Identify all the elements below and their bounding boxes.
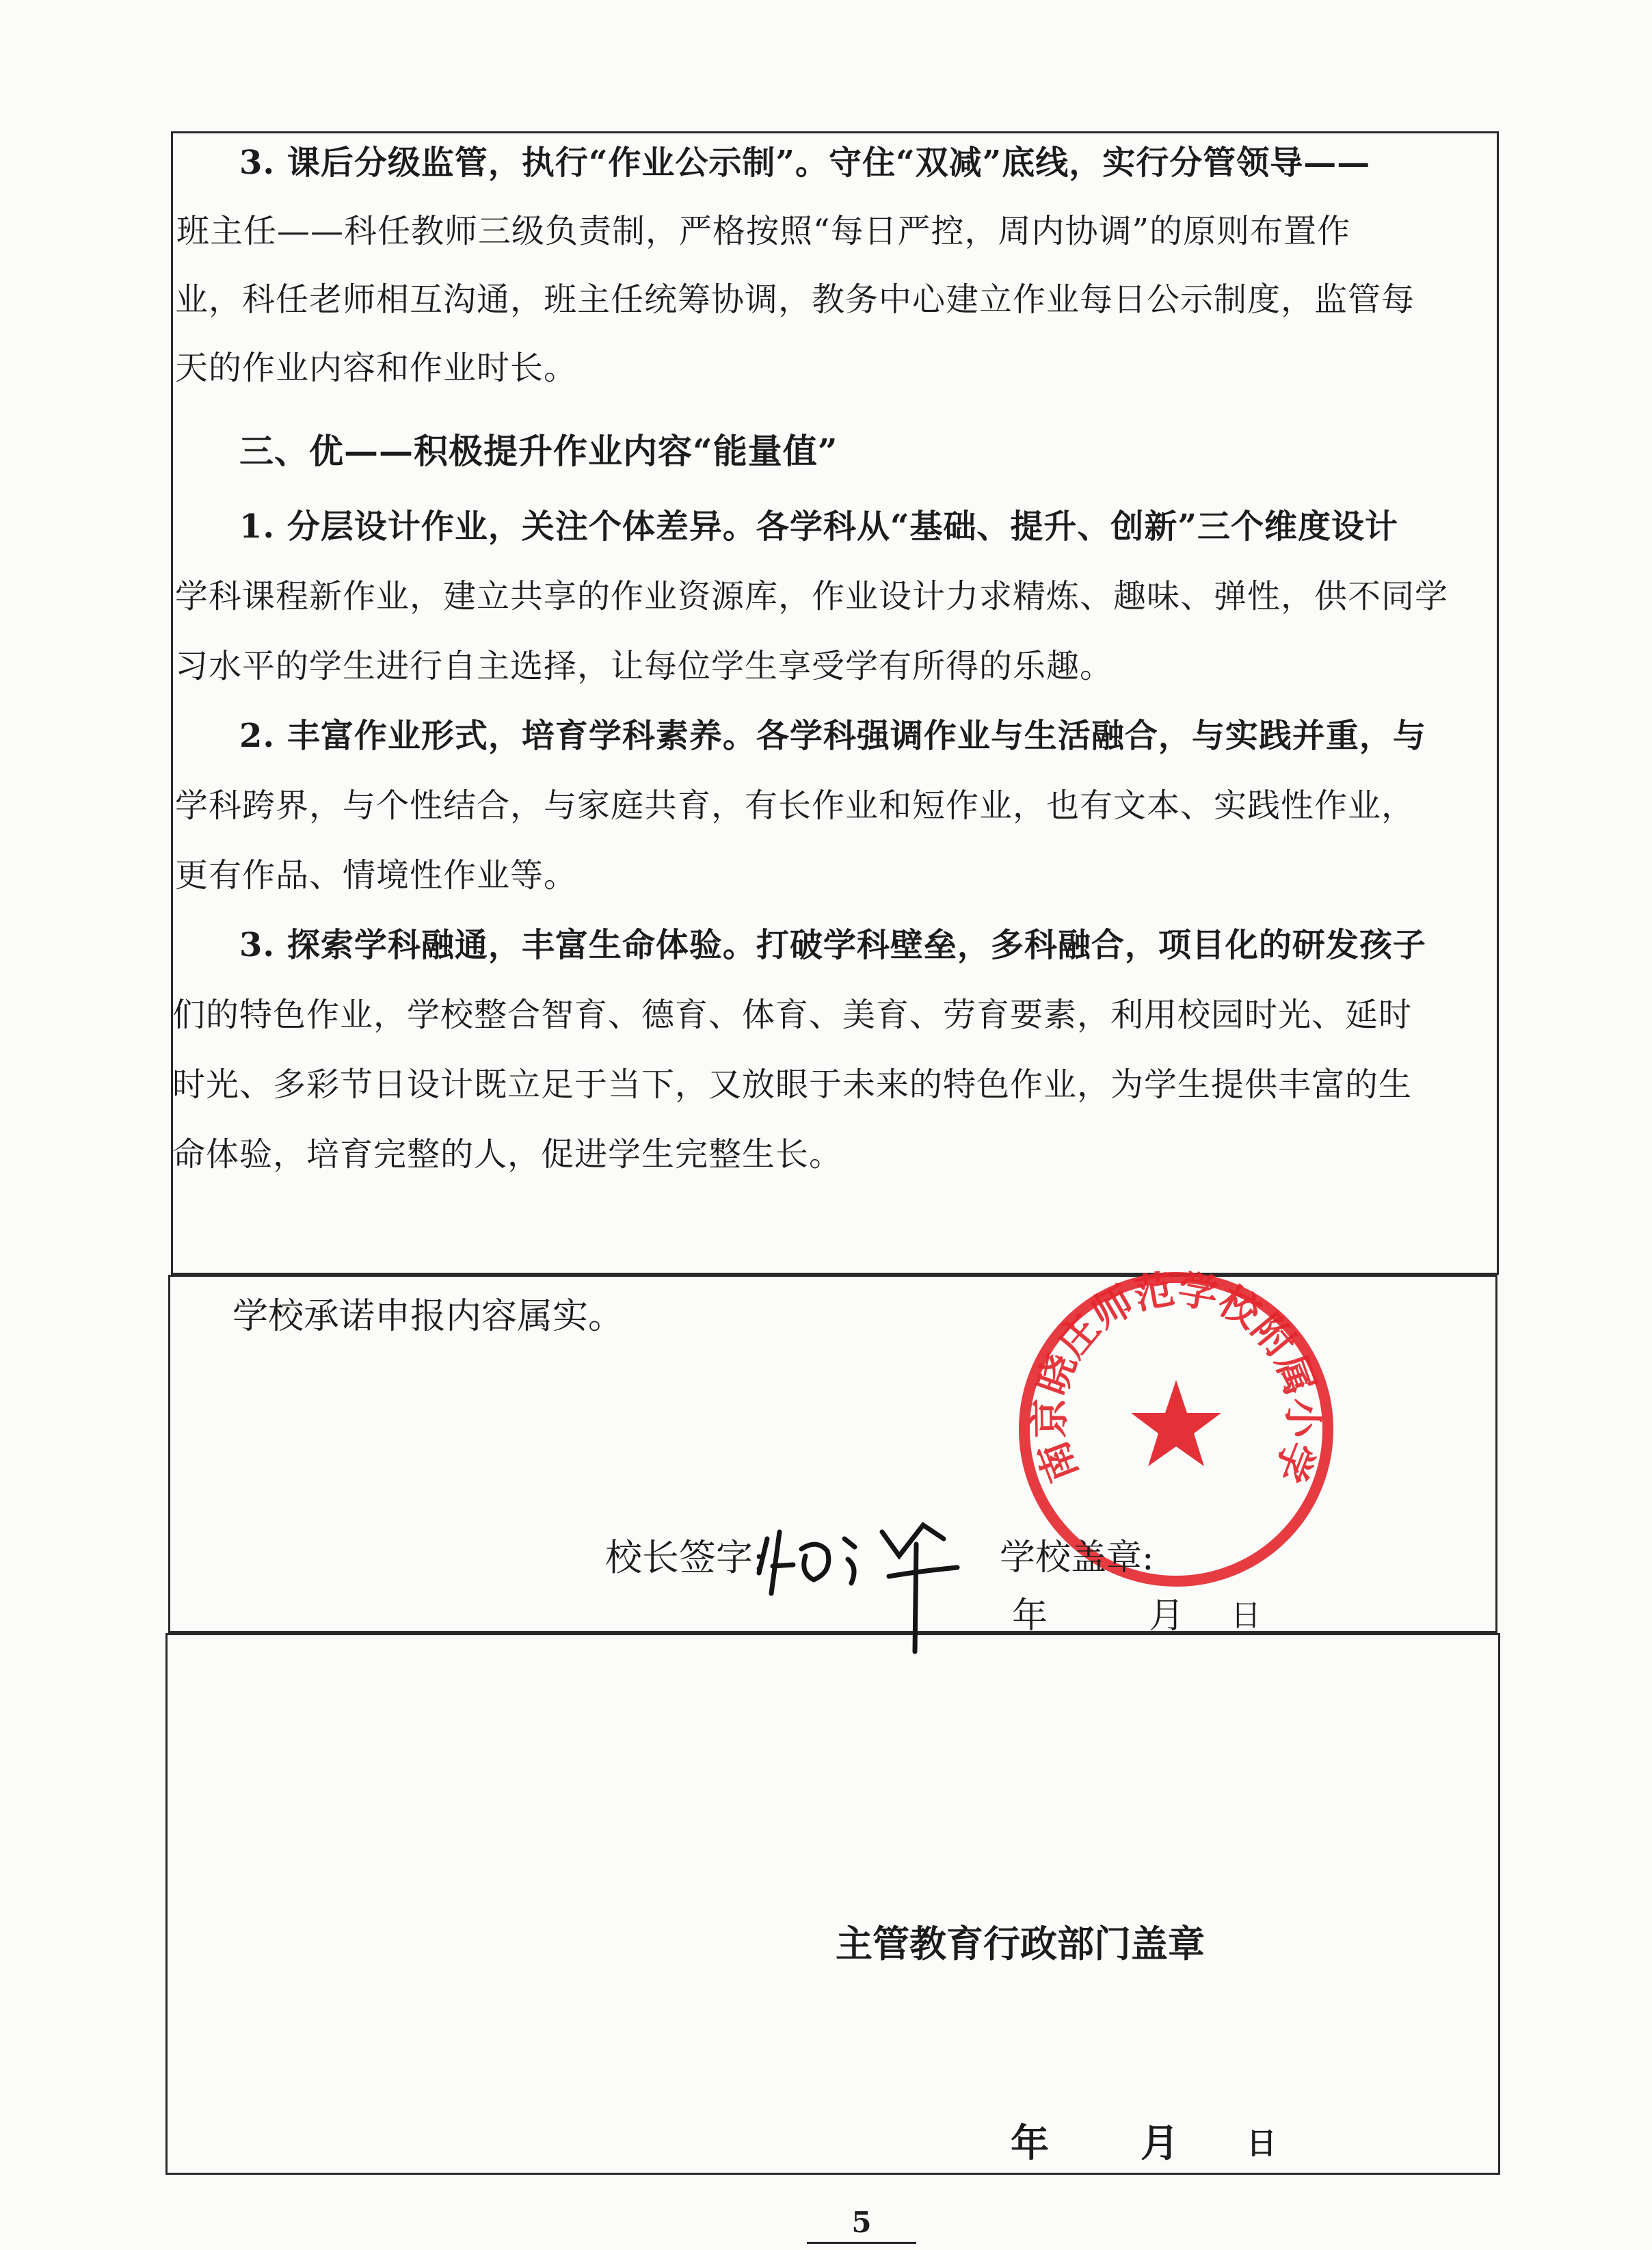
page-number: 5 [851,2206,872,2239]
date-day: 日 [1247,2126,1277,2161]
body-line: 们的特色作业，学校整合智育、德育、体育、美育、劳育要素，利用校园时光、延时 [172,996,1413,1034]
principal-signature-label: 校长签字: [605,1536,766,1579]
body-line: 班主任——科任教师三级负责制，严格按照“每日严控，周内协调”的原则布置作 [176,212,1351,250]
department-cell [165,1633,1500,2175]
body-line: 3. 探索学科融通，丰富生命体验。打破学科壁垒，多科融合，项目化的研发孩子 [239,926,1426,964]
section-heading: 三、优——积极提升作业内容“能量值” [239,431,838,471]
body-line: 学科课程新作业，建立共享的作业资源库，作业设计力求精炼、趣味、弹性，供不同学 [175,577,1449,616]
department-seal-label: 主管教育行政部门盖章 [836,1922,1205,1966]
seal-text: 南京晓庄师范学校附属小学 [1026,1265,1327,1489]
date-year: 年 [1012,1596,1048,1637]
body-line: 业，科任老师相互沟通，班主任统筹协调，教务中心建立作业每日公示制度，监管每 [175,280,1415,319]
date-month: 月 [1141,2121,1179,2166]
body-line: 更有作品、情境性作业等。 [175,856,578,895]
body-line: 时光、多彩节日设计既立足于当下，又放眼于未来的特色作业，为学生提供丰富的生 [172,1066,1413,1104]
school-seal-label: 学校盖章: [1000,1537,1154,1578]
handwritten-signature [752,1491,978,1655]
body-line: 1. 分层设计作业，关注个体差异。各学科从“基础、提升、创新”三个维度设计 [239,507,1399,546]
svg-text:南京晓庄师范学校附属小学 [1026,1266,1327,1489]
body-line: 3. 课后分级监管，执行“作业公示制”。守住“双减”底线，实行分管领导—— [239,144,1371,182]
body-line: 命体验，培育完整的人，促进学生完整生长。 [172,1135,843,1174]
date-day: 日 [1231,1598,1261,1633]
body-line: 天的作业内容和作业时长。 [175,349,578,387]
body-line: 习水平的学生进行自主选择，让每位学生享受学有所得的乐趣。 [175,647,1114,685]
page-number-rule [807,2242,916,2244]
body-line: 2. 丰富作业形式，培育学科素养。各学科强调作业与生活融合，与实践并重，与 [239,717,1426,755]
date-month: 月 [1149,1596,1185,1637]
date-year: 年 [1011,2121,1049,2166]
pledge-statement: 学校承诺申报内容属实。 [232,1296,624,1337]
body-line: 学科跨界，与个性结合，与家庭共育，有长作业和短作业，也有文本、实践性作业， [175,786,1415,825]
